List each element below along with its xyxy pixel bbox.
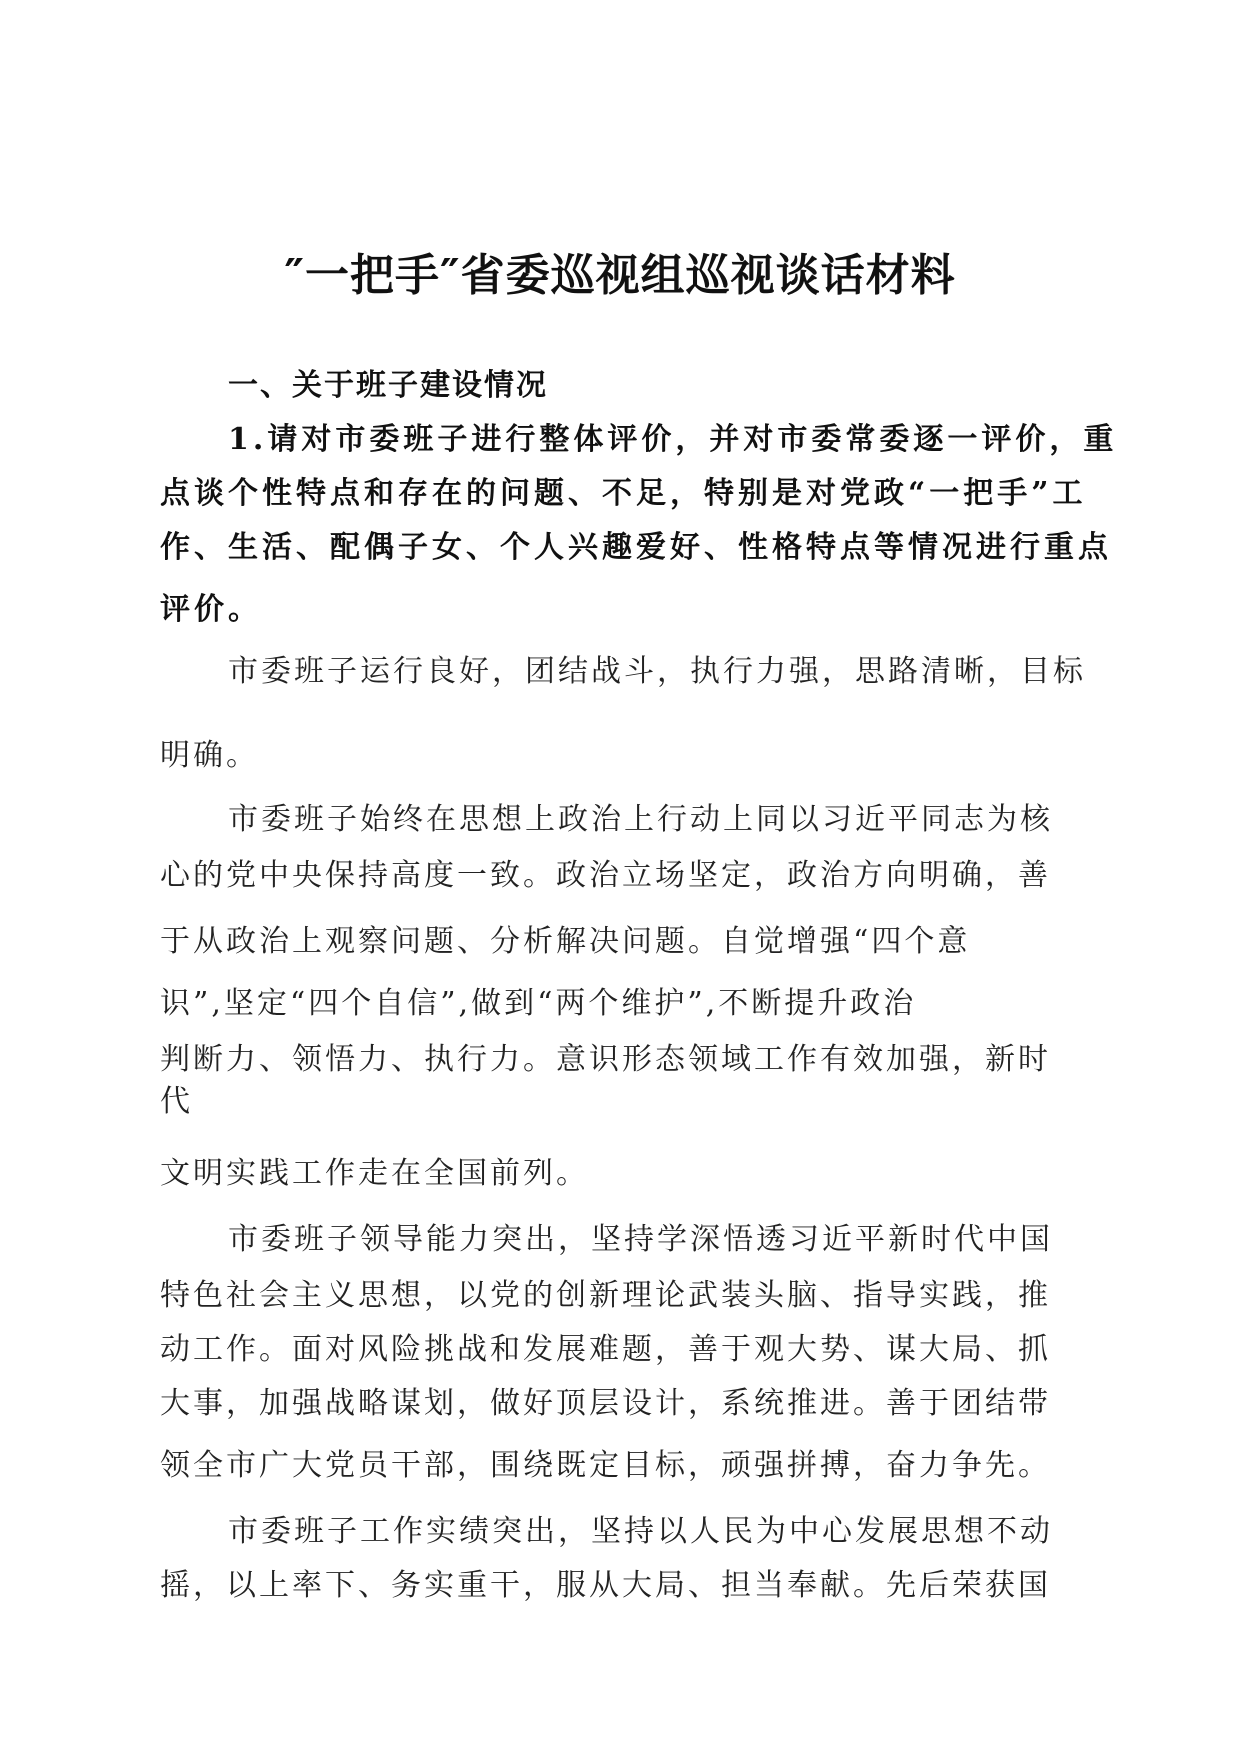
body-line: 动工作。面对风险挑战和发展难题，善于观大势、谋大局、抓 [160, 1332, 1051, 1367]
question-line: 1.请对市委班子进行整体评价，并对市委常委逐一评价，重 [228, 422, 1118, 457]
body-line: 大事，加强战略谋划，做好顶层设计，系统推进。善于团结带 [160, 1386, 1051, 1421]
question-line: 评价。 [160, 592, 262, 627]
question-line: 作、生活、配偶子女、个人兴趣爱好、性格特点等情况进行重点 [160, 530, 1112, 565]
body-line: 市委班子始终在思想上政治上行动上同以习近平同志为核 [228, 802, 1053, 837]
body-line: 判断力、领悟力、执行力。意识形态领域工作有效加强，新时 [160, 1042, 1051, 1077]
body-line: 明确。 [160, 738, 259, 773]
body-line: 市委班子运行良好，团结战斗，执行力强，思路清晰，目标 [228, 654, 1086, 689]
body-line: 市委班子工作实绩突出，坚持以人民为中心发展思想不动 [228, 1514, 1053, 1549]
body-line: 于从政治上观察问题、分析解决问题。自觉增强“四个意 [160, 924, 971, 959]
question-line: 点谈个性特点和存在的问题、不足，特别是对党政“一把手”工 [160, 476, 1087, 511]
body-line: 市委班子领导能力突出，坚持学深悟透习近平新时代中国 [228, 1222, 1053, 1257]
body-line: 领全市广大党员干部，围绕既定目标，顽强拼搏，奋力争先。 [160, 1448, 1051, 1483]
section-heading: 一、关于班子建设情况 [228, 368, 548, 403]
body-line: 心的党中央保持高度一致。政治立场坚定，政治方向明确，善 [160, 858, 1051, 893]
body-line: 特色社会主义思想，以党的创新理论武装头脑、指导实践，推 [160, 1278, 1051, 1313]
body-line: 文明实践工作走在全国前列。 [160, 1156, 589, 1191]
document-title: ″一把手″省委巡视组巡视谈话材料 [284, 250, 956, 301]
body-line: 代 [160, 1084, 193, 1119]
body-line: 摇，以上率下、务实重干，服从大局、担当奉献。先后荣获国 [160, 1568, 1051, 1603]
body-line: 识”,坚定“四个自信”,做到“两个维护”,不断提升政治 [160, 986, 917, 1021]
